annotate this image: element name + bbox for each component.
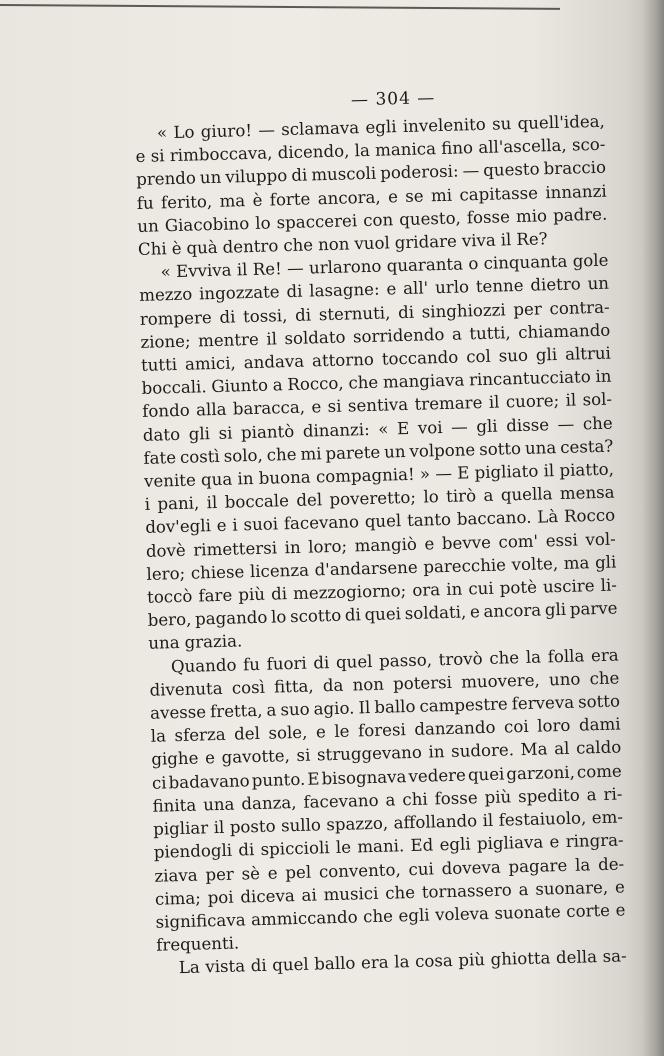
- text-line: i pani, il boccale del poveretto; lo tirò a quella mensa: [144, 482, 615, 515]
- text-line: « Lo giuro! — sclamava egli invelenito su quell'idea,: [156, 111, 606, 143]
- text-line: e si rimboccava, dicendo, la manica fino all'ascella, sco-: [135, 134, 606, 167]
- text-line: gighe e gavotte, si struggevano in sudore. Ma al caldo: [151, 737, 622, 770]
- text-line: dovè rimettersi in loro; mangiò e bevve com' essi vol-: [145, 529, 616, 561]
- text-line: tutti amici, andava attorno toccando col suo gli altrui: [140, 343, 612, 375]
- text-line: mezzo ingozzate di lasagne: e all' urlo tenne dietro un: [138, 274, 610, 306]
- text-line: un Giacobino lo spaccerei con questo, fosse mio padre.: [137, 204, 608, 236]
- text-line: ziava per sè e pel convento, cui doveva pagare la de-: [154, 853, 625, 886]
- text-line: Quando fu fuori di quel passo, trovò che la folla era: [170, 645, 619, 676]
- text-line: lero; chiese licenza d'andarsene parecchie volte, ma gli: [146, 552, 617, 584]
- text-line: Chi è quà dentro che non vuol gridare viva il Re?: [137, 229, 548, 259]
- text-line: cima; poi diceva ai musici che tornassero a suonare, e: [154, 877, 626, 909]
- text-line: bero, pagando lo scotto di quei soldati, e ancora gli parve: [147, 598, 618, 631]
- text-line: ci badavano punto. E bisognava vedere quei garzoni, come: [151, 761, 622, 793]
- text-line: la sferza del sole, e le foresi danzando coi loro dami: [150, 714, 621, 747]
- text-line: fate costì solo, che mi parete un volpone sotto una cesta?: [143, 436, 614, 468]
- text-line: piendogli di spiccioli le mani. Ed egli pigliava e ringra-: [153, 830, 624, 863]
- text-line: rompere di tossi, di sternuti, di singhiozzi per contra-: [139, 297, 610, 329]
- text-line: dov'egli e i suoi facevano quel tanto baccano. Là Rocco: [145, 506, 616, 538]
- text-line: pigliar il posto sullo spazzo, affollando il festaiuolo, em-: [152, 807, 624, 839]
- text-line: « Evviva il Re! — urlarono quaranta o cinquanta gole: [160, 250, 609, 282]
- top-rule: [0, 4, 560, 10]
- text-line: fondo alla baracca, e si sentiva tremare il cuore; il sol-: [142, 390, 613, 422]
- text-line: La vista di quel ballo era la cosa più ghiotta della sa-: [178, 946, 627, 978]
- text-line: zione; mentre il soldato sorridendo a tutti, chiamando: [140, 320, 611, 352]
- text-line: frequenti.: [155, 933, 240, 955]
- text-line: una grazia.: [148, 631, 243, 654]
- text-line: toccò fare più di mezzogiorno; ora in cui potè uscire li-: [146, 575, 618, 607]
- text-block: [134, 84, 627, 981]
- text-line: fu ferito, ma è forte ancora, e se mi capitasse innanzi: [136, 181, 607, 213]
- page-number: — 304 —: [350, 88, 436, 111]
- text-line: avesse fretta, a suo agio. Il ballo campestre ferveva sotto: [149, 691, 621, 723]
- text-line: significava ammiccando che egli voleva suonate corte e: [155, 900, 626, 932]
- text-line: boccali. Giunto a Rocco, che mangiava rincantucciato in: [141, 366, 612, 399]
- text-line: finita una danza, facevano a chi fosse più spedito a ri-: [152, 784, 623, 816]
- text-line: prendo un viluppo di muscoli poderosi: — questo braccio: [135, 158, 607, 190]
- page-edge-shadow: [642, 0, 664, 1056]
- text-line: divenuta così fitta, da non potersi muovere, uno che: [149, 668, 620, 700]
- text-line: dato gli si piantò dinanzi: « E voi — gli disse — che: [142, 413, 613, 445]
- text-line: venite qua in buona compagnia! » — E pigliato il piatto,: [143, 459, 615, 491]
- body-text: [135, 110, 627, 981]
